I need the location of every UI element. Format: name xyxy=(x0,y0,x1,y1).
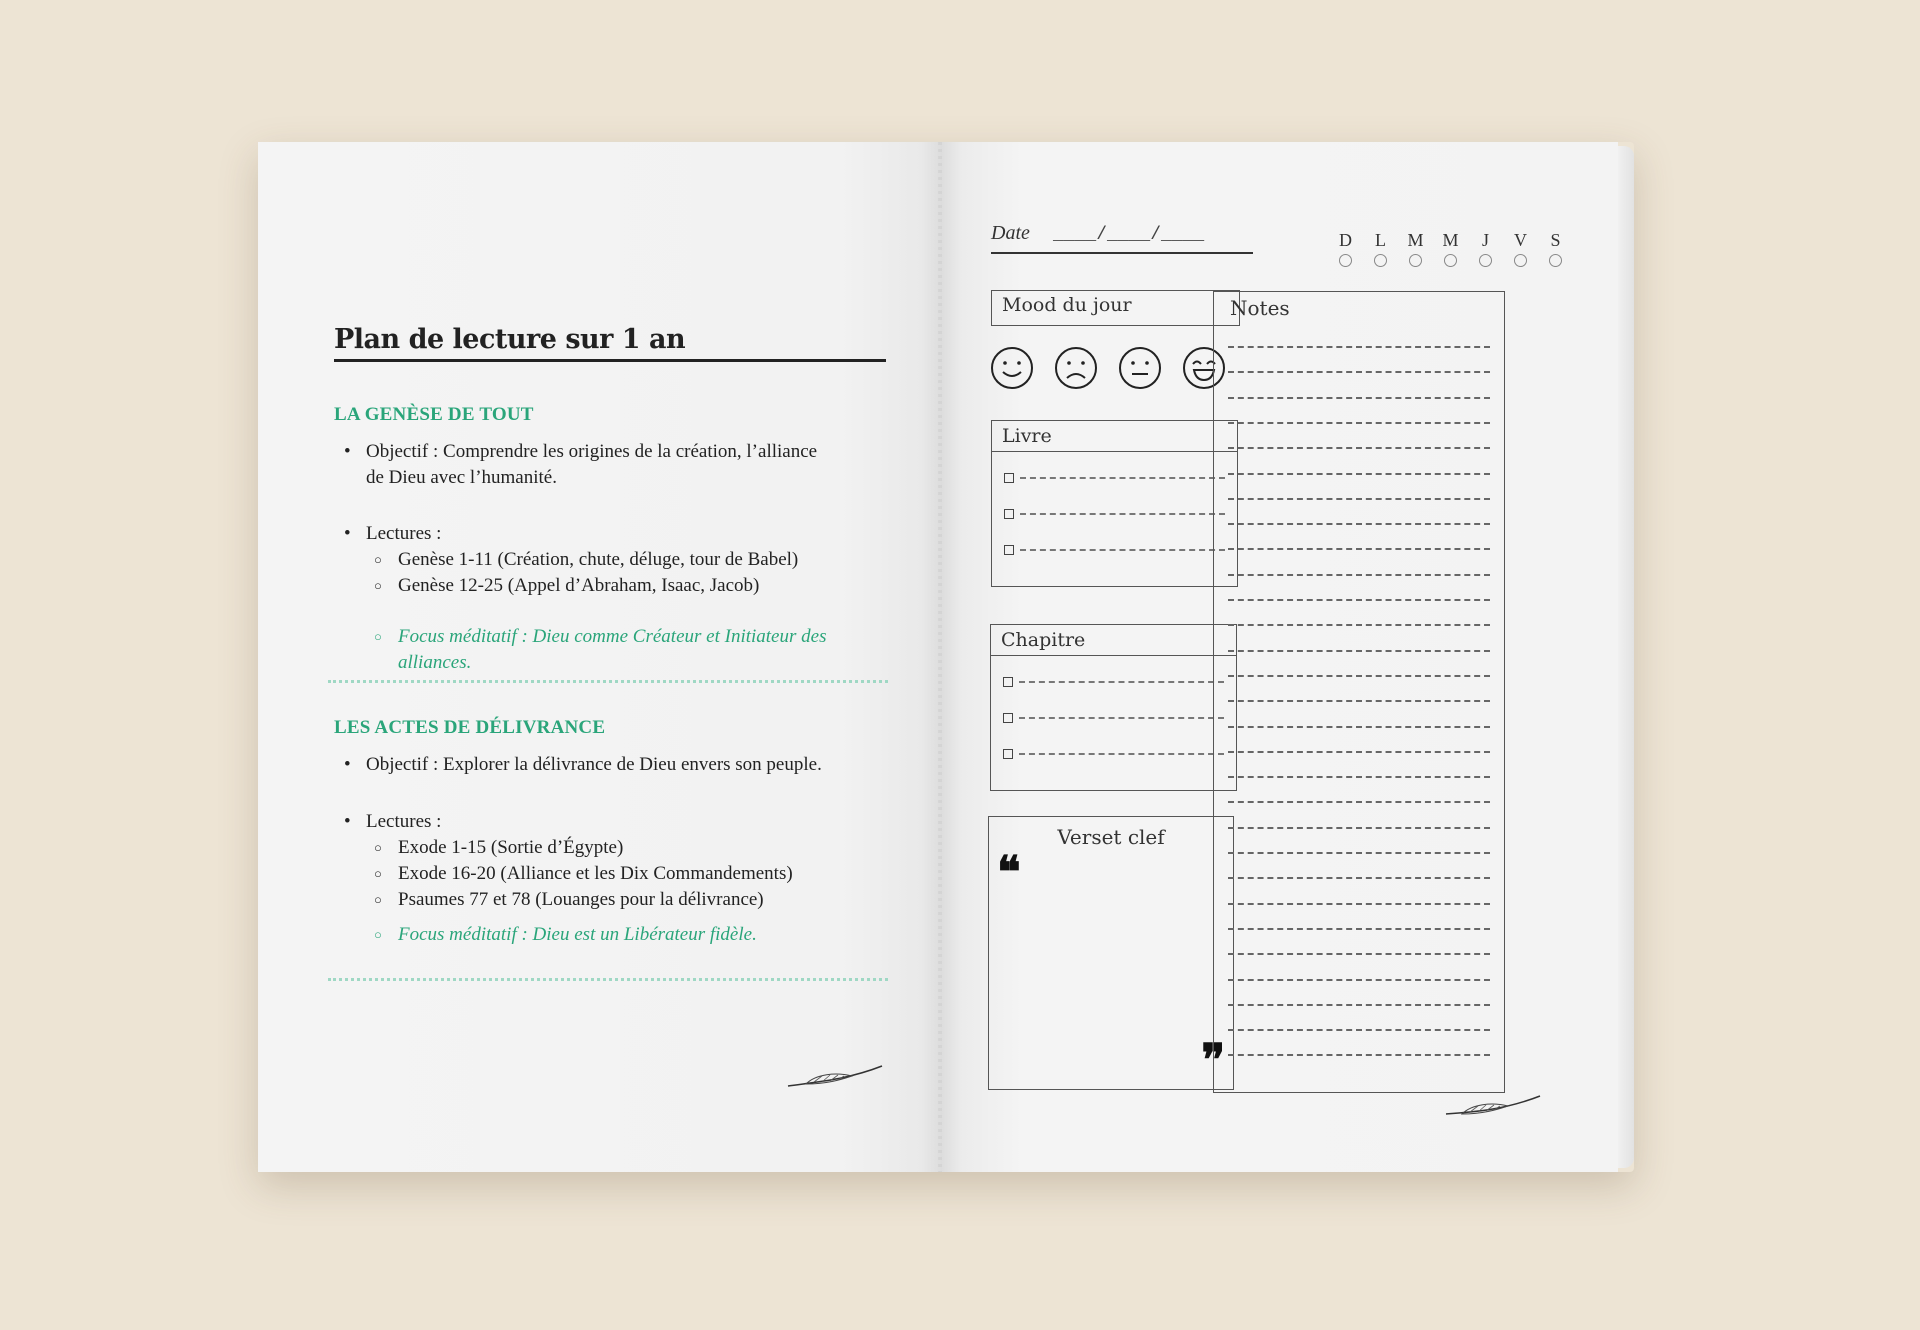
notes-write-line xyxy=(1228,726,1490,728)
date-field[interactable] xyxy=(991,222,1253,252)
day-circle xyxy=(1549,254,1562,267)
mood-label: Mood du jour xyxy=(1002,294,1132,316)
notes-write-line xyxy=(1228,346,1490,348)
notes-write-line xyxy=(1228,548,1490,550)
day-option[interactable] xyxy=(1398,230,1433,267)
day-option[interactable] xyxy=(1328,230,1363,267)
objectif-line: de Dieu avec l’humanité. xyxy=(366,467,557,488)
lectures-label: • Lectures : xyxy=(334,809,894,835)
notes-box[interactable] xyxy=(1213,291,1505,1093)
day-circle xyxy=(1514,254,1527,267)
day-circle xyxy=(1374,254,1387,267)
day-letter: V xyxy=(1514,230,1527,250)
section-1-focus xyxy=(334,624,894,676)
neutral-icon[interactable] xyxy=(1118,346,1162,390)
day-letter: M xyxy=(1442,230,1459,250)
quote-open-icon: ❝ xyxy=(997,847,1021,898)
verset-box[interactable] xyxy=(988,816,1234,1090)
day-circle xyxy=(1444,254,1457,267)
notes-write-line xyxy=(1228,1004,1490,1006)
day-option[interactable] xyxy=(1363,230,1398,267)
sad-icon[interactable] xyxy=(1054,346,1098,390)
day-circle xyxy=(1409,254,1422,267)
verset-label: Verset clef xyxy=(1057,825,1165,849)
notes-write-line xyxy=(1228,371,1490,373)
livre-box xyxy=(991,420,1238,587)
section-1-objectif xyxy=(334,439,894,491)
notes-write-line xyxy=(1228,675,1490,677)
chapitre-label: Chapitre xyxy=(991,625,1236,656)
chapitre-box xyxy=(990,624,1237,791)
reading-item: ○ Psaumes 77 et 78 (Louanges pour la délivrance) xyxy=(334,887,894,913)
page-title: Plan de lecture sur 1 an xyxy=(334,324,886,362)
left-page xyxy=(258,142,942,1172)
notes-write-line xyxy=(1228,599,1490,601)
reading-item: ○ Exode 16-20 (Alliance et les Dix Commandements) xyxy=(334,861,894,887)
day-letter: D xyxy=(1339,230,1352,250)
notes-write-line xyxy=(1228,852,1490,854)
write-line xyxy=(1019,681,1224,683)
livre-checkbox-row[interactable] xyxy=(1004,460,1225,496)
smile-icon[interactable] xyxy=(990,346,1034,390)
open-book xyxy=(258,142,1634,1172)
write-line xyxy=(1019,753,1224,755)
notes-write-line xyxy=(1228,776,1490,778)
reading-item: ○ Genèse 12-25 (Appel d’Abraham, Isaac, Jacob) xyxy=(334,573,894,599)
notes-write-line xyxy=(1228,1029,1490,1031)
section-2-objectif xyxy=(334,752,894,778)
section-2-focus xyxy=(334,922,894,948)
section-heading: LES ACTES DE DÉLIVRANCE xyxy=(334,717,606,738)
chapitre-checkbox-row[interactable] xyxy=(1003,664,1224,700)
notes-write-line xyxy=(1228,650,1490,652)
focus-line: ○ Focus méditatif : Dieu est un Libérateur fidèle. xyxy=(334,922,894,948)
notes-write-line xyxy=(1228,447,1490,449)
notes-write-line xyxy=(1228,422,1490,424)
notes-write-line xyxy=(1228,877,1490,879)
reading-item: ○ Genèse 1-11 (Création, chute, déluge, tour de Babel) xyxy=(334,547,894,573)
day-option[interactable] xyxy=(1503,230,1538,267)
day-letter: M xyxy=(1407,230,1424,250)
livre-checkbox-row[interactable] xyxy=(1004,496,1225,532)
notes-write-line xyxy=(1228,397,1490,399)
write-line xyxy=(1020,513,1225,515)
chapitre-checkbox-row[interactable] xyxy=(1003,736,1224,772)
mood-box xyxy=(991,290,1240,326)
day-letter: J xyxy=(1481,230,1489,250)
objectif-line: • Objectif : Explorer la délivrance de Dieu envers son peuple. xyxy=(334,752,894,778)
checkbox[interactable] xyxy=(1003,749,1013,759)
notes-write-line xyxy=(1228,903,1490,905)
right-page xyxy=(942,142,1618,1172)
notes-write-line xyxy=(1228,473,1490,475)
checkbox[interactable] xyxy=(1003,677,1013,687)
day-option[interactable] xyxy=(1433,230,1468,267)
quote-close-icon: ❞ xyxy=(1201,1035,1225,1086)
reading-item: ○ Exode 1-15 (Sortie d’Égypte) xyxy=(334,835,894,861)
day-option[interactable] xyxy=(1468,230,1503,267)
date-placeholder: ____/____/____ xyxy=(1052,225,1205,245)
notes-write-line xyxy=(1228,801,1490,803)
notes-label: Notes xyxy=(1230,296,1290,320)
chapitre-checkbox-row[interactable] xyxy=(1003,700,1224,736)
notes-write-line xyxy=(1228,700,1490,702)
write-line xyxy=(1019,717,1224,719)
section-2-lectures xyxy=(334,809,894,913)
notes-write-line xyxy=(1228,827,1490,829)
notes-write-line xyxy=(1228,953,1490,955)
date-underline xyxy=(991,252,1253,254)
day-letter: S xyxy=(1550,230,1561,250)
section-1-lectures xyxy=(334,521,894,599)
checkbox[interactable] xyxy=(1004,545,1014,555)
weekday-selector xyxy=(1328,230,1573,267)
focus-line: alliances. xyxy=(398,652,472,673)
day-circle xyxy=(1339,254,1352,267)
objectif-line: • Objectif : Comprendre les origines de la création, l’alliance xyxy=(334,439,894,465)
checkbox[interactable] xyxy=(1003,713,1013,723)
notes-write-line xyxy=(1228,624,1490,626)
livre-label: Livre xyxy=(992,421,1237,452)
day-option[interactable] xyxy=(1538,230,1573,267)
notes-write-line xyxy=(1228,928,1490,930)
notes-write-line xyxy=(1228,751,1490,753)
notes-write-line xyxy=(1228,498,1490,500)
lectures-label: • Lectures : xyxy=(334,521,894,547)
feather-icon xyxy=(786,1062,886,1092)
feather-icon xyxy=(1444,1092,1544,1122)
notes-write-line xyxy=(1228,574,1490,576)
date-label: Date xyxy=(991,222,1030,244)
dotted-divider xyxy=(328,680,888,683)
day-letter: L xyxy=(1375,230,1386,250)
section-heading: LA GENÈSE DE TOUT xyxy=(334,404,534,425)
checkbox[interactable] xyxy=(1004,509,1014,519)
write-line xyxy=(1020,549,1225,551)
write-line xyxy=(1020,477,1225,479)
notes-write-line xyxy=(1228,523,1490,525)
dotted-divider xyxy=(328,978,888,981)
notes-write-line xyxy=(1228,1054,1490,1056)
notes-write-line xyxy=(1228,979,1490,981)
checkbox[interactable] xyxy=(1004,473,1014,483)
livre-checkbox-row[interactable] xyxy=(1004,532,1225,568)
focus-line: ○ Focus méditatif : Dieu comme Créateur et Initiateur des xyxy=(334,624,894,650)
day-circle xyxy=(1479,254,1492,267)
